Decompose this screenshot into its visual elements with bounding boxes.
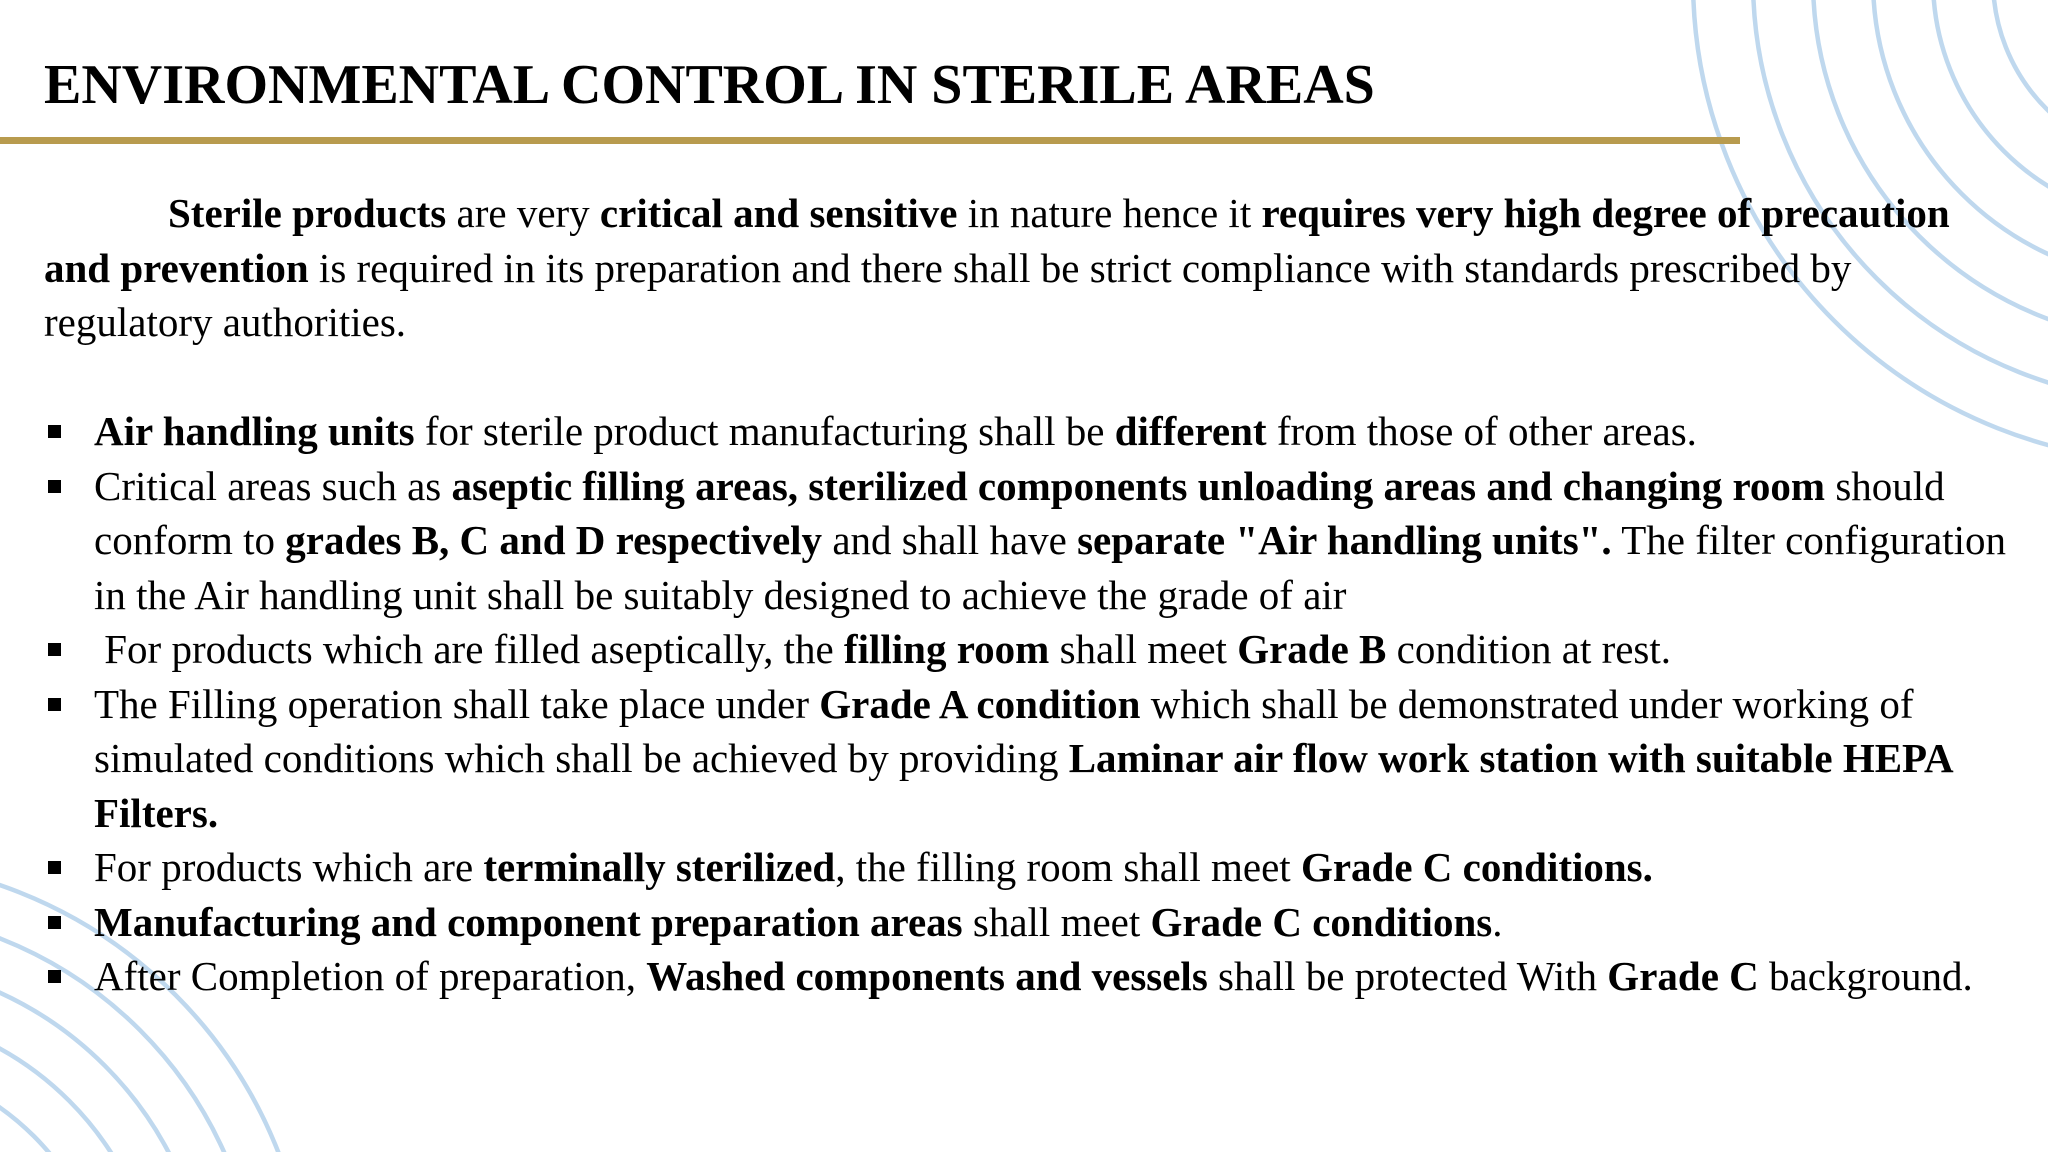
page-title: ENVIRONMENTAL CONTROL IN STERILE AREAS <box>44 54 1375 116</box>
bullet-text: The filter configuration in the Air handling unit shall be suitably designed to achieve the grade of air <box>94 517 2006 618</box>
bullet-bold: Washed components and vessels <box>646 953 1208 999</box>
bullet-bold: terminally sterilized <box>483 844 836 890</box>
bullet-text: and shall have <box>822 517 1078 563</box>
square-bullet-icon <box>48 643 61 656</box>
intro-text-3: is required in its preparation and there shall be strict compliance with standards prescribed by regulatory authorities. <box>44 244 1852 345</box>
square-bullet-icon <box>48 916 61 929</box>
intro-bold-2: critical and sensitive <box>599 190 958 236</box>
bullet-text: shall meet <box>962 898 1151 945</box>
bullet-text: , the filling room shall meet <box>835 844 1301 890</box>
list-item <box>44 459 2019 623</box>
bullet-text: for sterile product manufacturing shall be <box>414 408 1115 454</box>
bullet-text: For products which are <box>94 844 484 890</box>
square-bullet-icon <box>48 480 61 493</box>
bullet-bold: separate "Air handling units". <box>1077 517 1612 563</box>
bullet-text: . <box>1492 898 1503 945</box>
intro-bold-3: requires very high degree of precaution and prevention <box>44 190 1950 291</box>
list-item <box>44 840 2019 895</box>
intro-bold-1: Sterile products <box>168 190 447 236</box>
bullet-bold: different <box>1114 408 1267 454</box>
bullet-text: The Filling operation shall take place under <box>94 680 820 727</box>
list-item <box>44 622 2019 677</box>
square-bullet-icon <box>48 970 61 983</box>
bullet-bold: Grade C conditions. <box>1300 844 1653 890</box>
bullet-text: shall be protected With <box>1207 953 1608 999</box>
bullet-bold: filling room <box>843 626 1050 672</box>
square-bullet-icon <box>48 861 61 874</box>
list-item <box>44 949 2019 1004</box>
slide-body <box>44 186 2019 1004</box>
intro-text-2: in nature hence it <box>957 190 1262 236</box>
bullet-bold: Grade A condition <box>819 680 1141 727</box>
intro-paragraph <box>44 186 2019 350</box>
bullet-text: should conform to <box>94 462 1945 563</box>
bullet-bold: Air handling units <box>94 408 415 454</box>
bullet-bold: Grade B <box>1237 626 1387 672</box>
bullet-bold: Grade C <box>1607 953 1759 999</box>
bullet-text: which shall be demonstrated under working of simulated conditions which shall be achieved by providing <box>94 680 1914 781</box>
bullet-bold: Manufacturing and component preparation areas <box>94 898 963 945</box>
bullet-bold: Grade C conditions <box>1150 898 1493 945</box>
bullet-text: background. <box>1758 953 1973 999</box>
bullet-bold: aseptic filling areas, sterilized components unloading areas and changing room <box>451 462 1826 509</box>
title-underline <box>0 137 1740 144</box>
bullet-list <box>44 404 2019 1004</box>
list-item <box>44 895 2019 950</box>
square-bullet-icon <box>48 698 61 711</box>
bullet-bold: Laminar air flow work station with suitable HEPA Filters. <box>94 735 1952 836</box>
list-item <box>44 404 2019 459</box>
bullet-text: shall meet <box>1049 626 1238 672</box>
square-bullet-icon <box>48 425 61 438</box>
bullet-bold: grades B, C and D respectively <box>285 517 823 563</box>
bullet-text: After Completion of preparation, <box>94 953 647 999</box>
intro-text-1: are very <box>446 190 600 236</box>
bullet-text: condition at rest. <box>1386 626 1672 672</box>
bullet-text: Critical areas such as <box>94 462 452 509</box>
bullet-text: from those of other areas. <box>1266 408 1697 454</box>
list-item <box>44 677 2019 841</box>
paragraph-spacer <box>44 350 2019 405</box>
bullet-text: For products which are filled aseptically, the <box>94 626 844 672</box>
